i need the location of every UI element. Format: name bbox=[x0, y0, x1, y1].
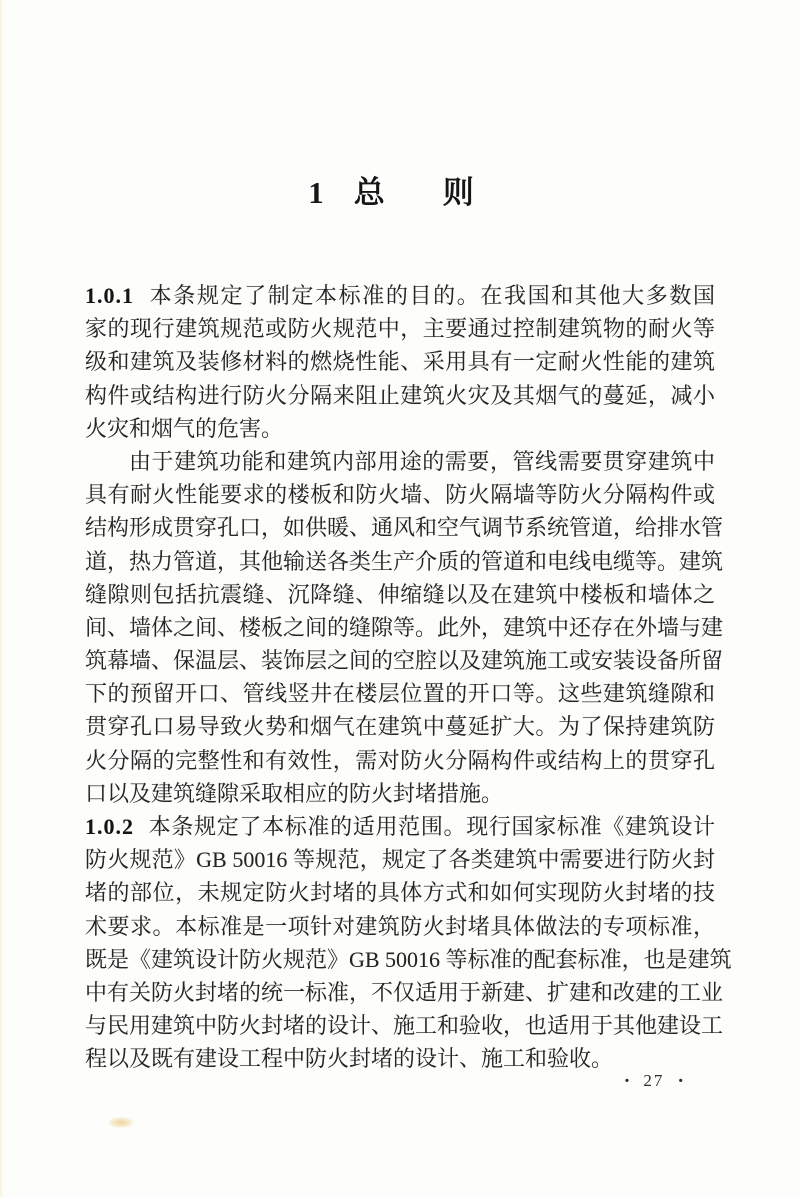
text-line: 火分隔的完整性和有效性，需对防火分隔构件或结构上的贯穿孔 bbox=[85, 747, 715, 773]
text-line bbox=[85, 810, 715, 843]
text-line: 下的预留开口、管线竖井在楼层位置的开口等。这些建筑缝隙和 bbox=[85, 681, 715, 707]
text-line: 筑幕墙、保温层、装饰层之间的空腔以及建筑施工或安装设备所留 bbox=[85, 648, 724, 674]
text-line: 具有耐火性能要求的楼板和防火墙、防火隔墙等防火分隔构件或 bbox=[85, 482, 715, 508]
text-line: 构件或结构进行防火分隔来阻止建筑火灾及其烟气的蔓延，减小 bbox=[85, 382, 715, 408]
text-line: 堵的部位，未规定防火封堵的具体方式和如何实现防火封堵的技 bbox=[85, 880, 715, 906]
text-line: 结构形成贯穿孔口，如供暖、通风和空气调节系统管道，给排水管 bbox=[85, 515, 724, 541]
chapter-title-word-2: 则 bbox=[442, 175, 474, 210]
page-footer bbox=[624, 1071, 684, 1091]
text-line: 道，热力管道，其他输送各类生产介质的管道和电线电缆等。建筑 bbox=[85, 548, 724, 574]
chapter-title-word-1: 总 bbox=[353, 175, 385, 210]
chapter-title bbox=[0, 167, 791, 212]
chapter-number: 1 bbox=[308, 175, 324, 210]
footer-dot-right: · bbox=[677, 1070, 684, 1092]
text-line: 间、墙体之间、楼板之间的缝隙等。此外，建筑中还存在外墙与建 bbox=[85, 614, 724, 640]
text-line: 口以及建筑缝隙采取相应的防火封堵措施。 bbox=[85, 780, 504, 806]
text-line: 家的现行建筑规范或防火规范中，主要通过控制建筑物的耐火等 bbox=[85, 316, 715, 342]
clause-number: 1.0.1 bbox=[85, 283, 134, 308]
text-line: 术要求。本标准是一项针对建筑防火封堵具体做法的专项标准， bbox=[85, 913, 715, 939]
clause-number: 1.0.2 bbox=[85, 814, 134, 839]
text-line: 防火规范》GB 50016 等规范，规定了各类建筑中需要进行防火封 bbox=[85, 847, 715, 873]
text-line: 贯穿孔口易导致火势和烟气在建筑中蔓延扩大。为了保持建筑防 bbox=[85, 714, 715, 740]
text-line: 与民用建筑中防火封堵的设计、施工和验收，也适用于其他建设工 bbox=[85, 1013, 724, 1039]
text-line: 程以及既有建设工程中防火封堵的设计、施工和验收。 bbox=[85, 1046, 614, 1072]
page-number: 27 bbox=[643, 1071, 665, 1090]
text-line-content: 本条规定了制定本标准的目的。在我国和其他大多数国 bbox=[148, 283, 715, 308]
text-line: 级和建筑及装修材料的燃烧性能、采用具有一定耐火性能的建筑 bbox=[85, 349, 715, 375]
text-line-content: 本条规定了本标准的适用范围。现行国家标准《建筑设计 bbox=[148, 814, 715, 839]
text-line bbox=[85, 279, 715, 312]
footer-dot-left: · bbox=[623, 1070, 631, 1092]
text-line: 既是《建筑设计防火规范》GB 50016 等标准的配套标准，也是建筑 bbox=[85, 946, 732, 972]
text-line: 火灾和烟气的危害。 bbox=[85, 415, 284, 441]
text-line: 由于建筑功能和建筑内部用途的需要，管线需要贯穿建筑中 bbox=[129, 448, 715, 474]
body-text bbox=[85, 279, 732, 1076]
text-line: 缝隙则包括抗震缝、沉降缝、伸缩缝以及在建筑中楼板和墙体之 bbox=[85, 581, 715, 607]
text-line: 中有关防火封堵的统一标准，不仅适用于新建、扩建和改建的工业 bbox=[85, 979, 724, 1005]
scan-stain bbox=[108, 1117, 134, 1128]
